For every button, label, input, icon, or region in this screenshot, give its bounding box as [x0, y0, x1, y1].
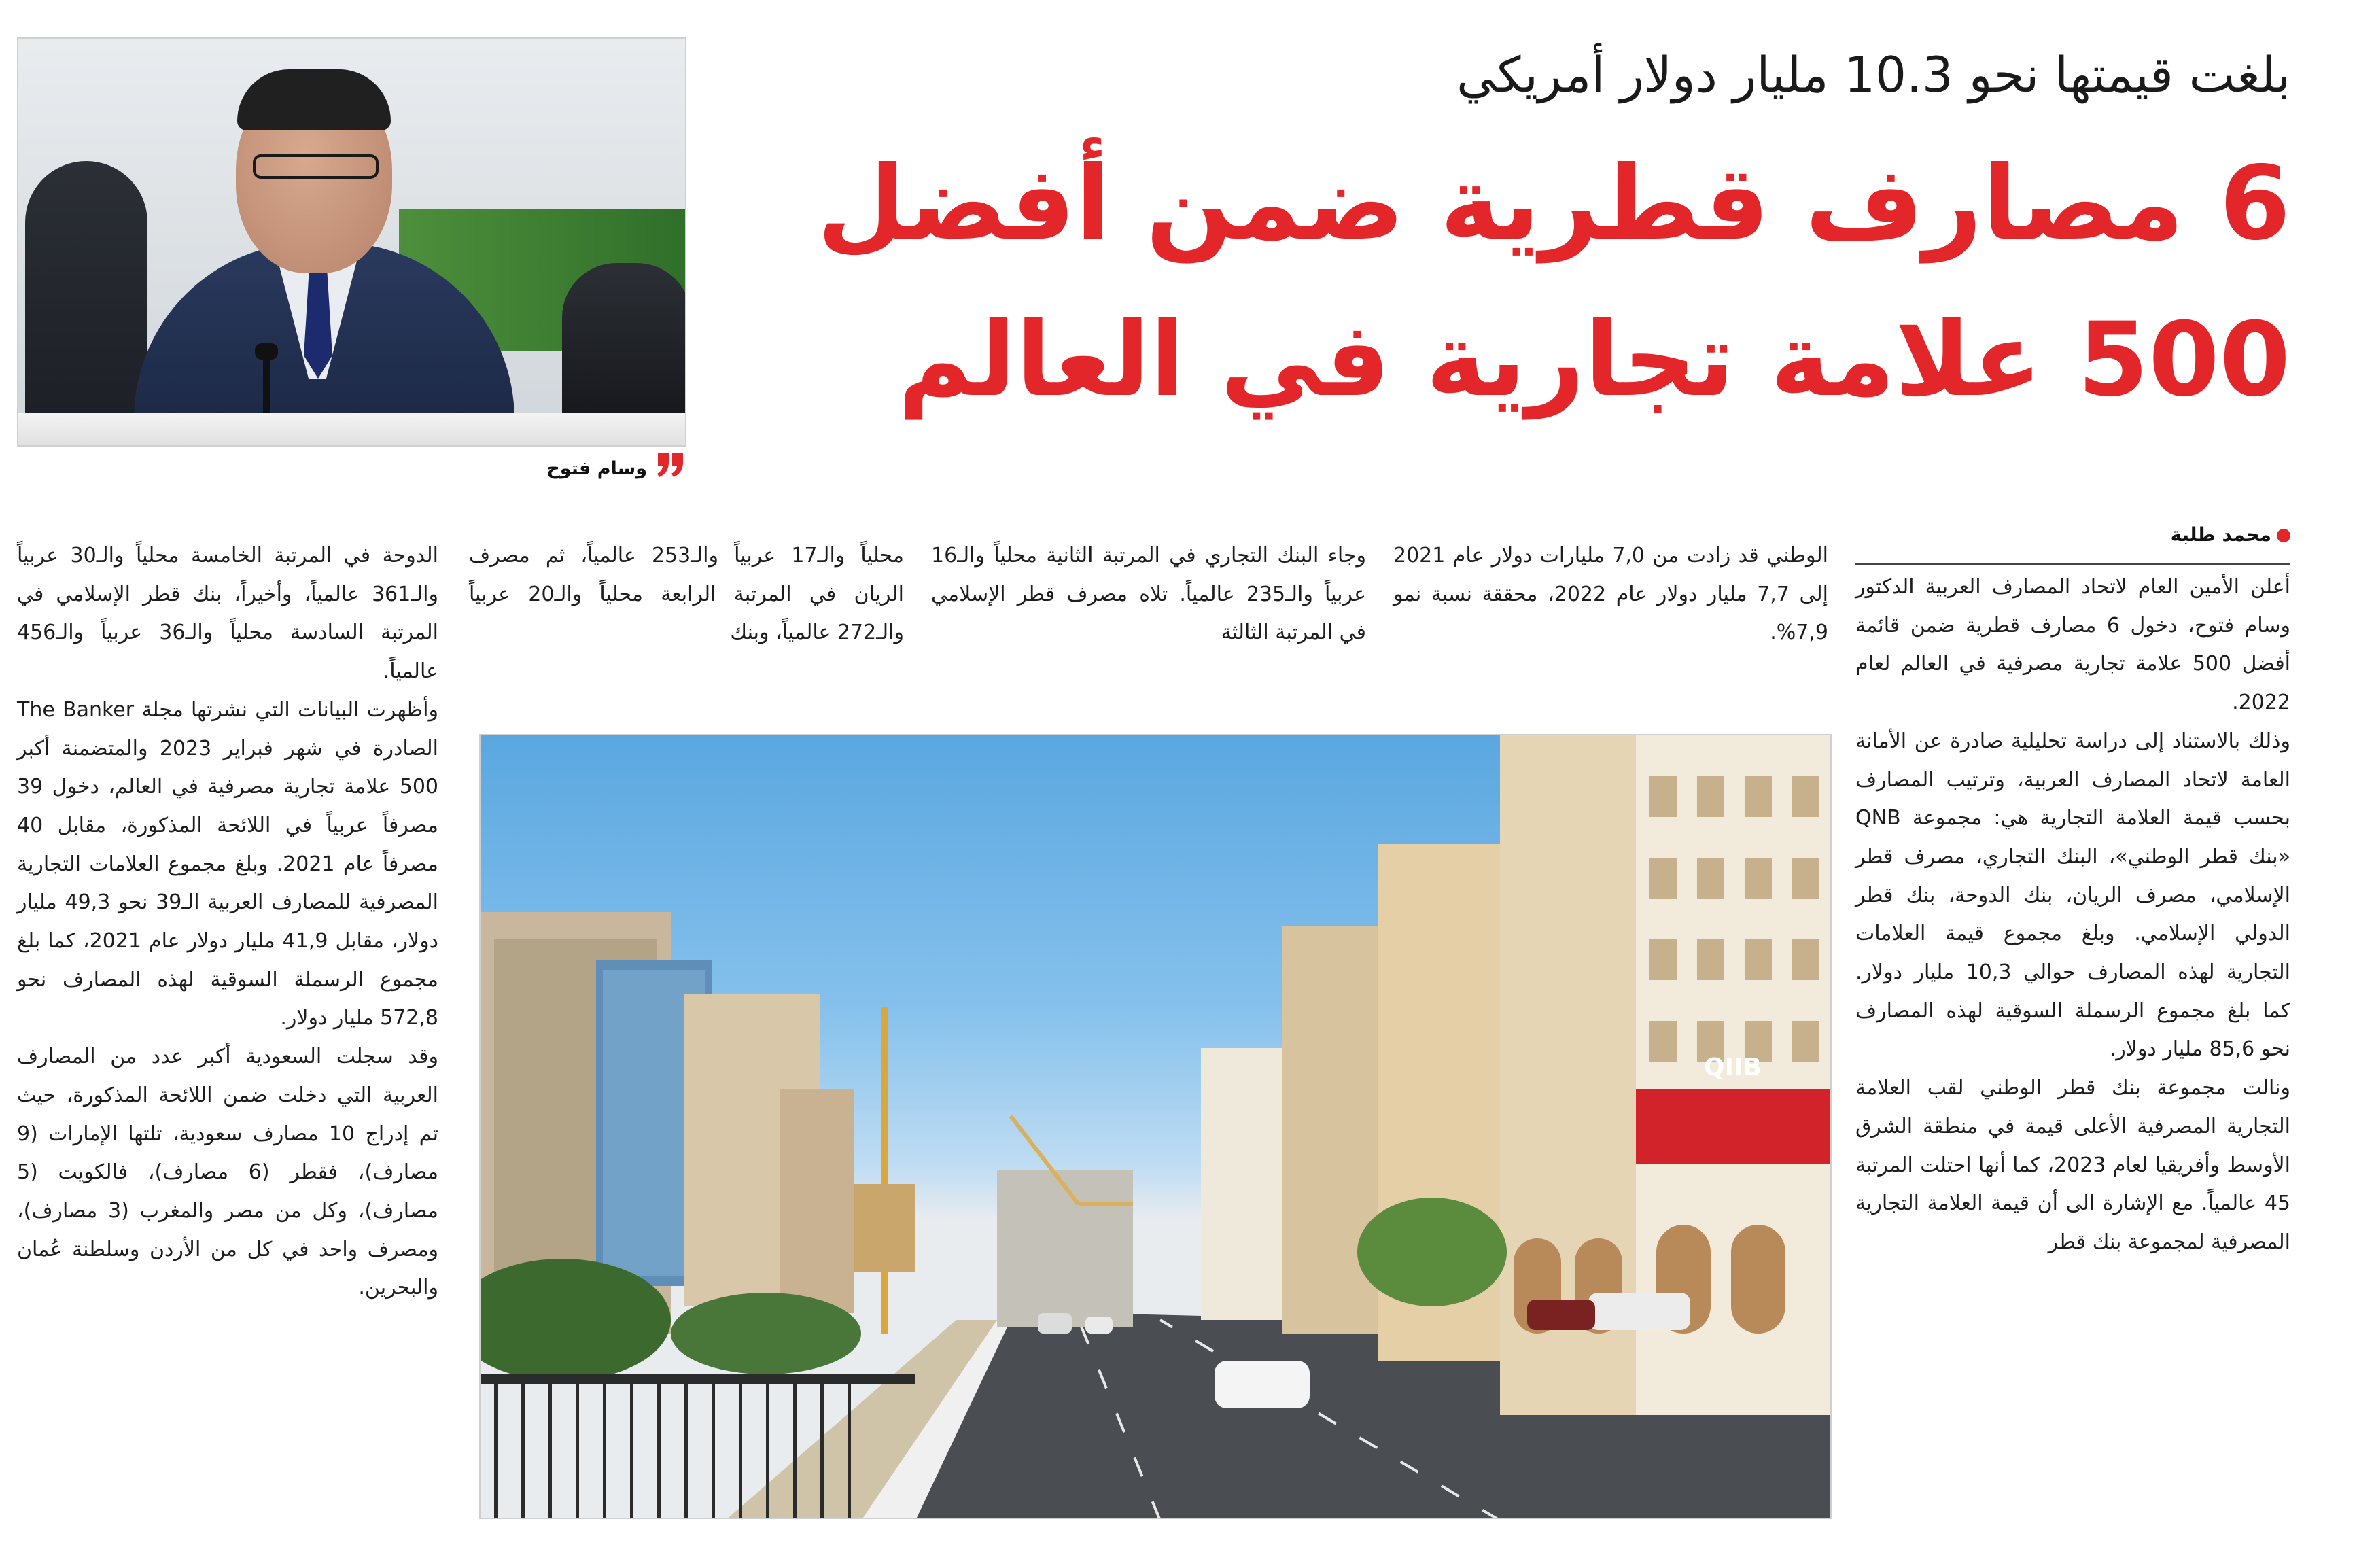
car	[1085, 1317, 1113, 1334]
billboard	[854, 1184, 915, 1272]
article-column-3	[931, 537, 1366, 673]
headline-line-2: 500 علامة تجارية في العالم	[897, 301, 2290, 419]
caption-text: وسام فتوح	[546, 458, 647, 479]
bullet-icon	[2277, 529, 2290, 542]
paragraph: وقد سجلت السعودية أكبر عدد من المصارف العربية التي دخلت ضمن اللائحة المذكورة، حيث تم إدراج 10 مصارف سعودية، تلتها الإمارات (9 مصارف)، فقطر (6 مصارف)، فالكويت (5 مصارف)، وكل من مصر والمغرب (3 مصارف)، ومصرف واحد في كل من الأردن وسلطنة عُمان والبحرين.	[17, 1045, 439, 1300]
kicker: بلغت قيمتها نحو 10.3 مليار دولار أمريكي	[1456, 46, 2290, 103]
bank-sign	[1636, 1089, 1832, 1164]
paragraph: الوطني قد زادت من 7,0 مليارات دولار عام 2021 إلى 7,7 مليار دولار عام 2022، محققة نسبة نمو 7,9%.	[1393, 544, 1828, 645]
bank-sign-text: QIIB	[1704, 1053, 1762, 1081]
quote-icon	[655, 450, 686, 481]
paragraph: وأظهرت البيانات التي نشرتها مجلة The Banker الصادرة في شهر فبراير 2023 والمتضمنة أكبر 500 علامة تجارية مصرفية في العالم، دخول 39 مصرفاً عربياً في اللائحة المذكورة، مقابل 40 مصرفاً عام 2021. وبلغ مجموع العلامات التجارية المصرفية للمصارف العربية الـ39 نحو 49,3 مليار دولار، مقابل 41,9 مليار دولار عام 2021، كما بلغ مجموع الرسملة السوقية لهذه المصارف نحو 572,8 مليار دولار.	[17, 697, 439, 1030]
street-scene	[481, 735, 1832, 1519]
paragraph: وجاء البنك التجاري في المرتبة الثانية محلياً والـ16 عربياً والـ235 عالمياً. تلاه مصرف قطر الإسلامي في المرتبة الثالثة	[931, 544, 1366, 645]
building	[997, 1170, 1133, 1327]
article-column-5	[17, 537, 438, 1536]
divider	[1855, 563, 2290, 565]
lamp-post	[881, 1007, 888, 1334]
tree	[1357, 1198, 1507, 1306]
paragraph: محلياً والـ17 عربياً والـ253 عالمياً، ثم مصرف الريان في المرتبة الرابعة محلياً والـ20 عربياً والـ272 عالمياً، وبنك	[469, 544, 904, 645]
author-name: محمد طلبة	[2170, 523, 2271, 546]
article-column-1	[1855, 568, 2290, 1540]
street-photo	[479, 734, 1832, 1519]
speaker-hair	[237, 69, 391, 130]
background-person	[25, 161, 147, 447]
car	[1527, 1300, 1595, 1330]
headline	[707, 126, 2290, 438]
paragraph: وذلك بالاستناد إلى دراسة تحليلية صادرة عن الأمانة العامة لاتحاد المصارف العربية، وترتيب المصارف بحسب قيمة العلامة التجارية هي: مجموعة QNB «بنك قطر الوطني»، البنك التجاري، مصرف قطر الإسلامي، مصرف الريان، بنك الدوحة، بنك قطر الدولي الإسلامي. وبلغ مجموع قيمة العلامات التجارية لهذه المصارف حوالي 10,3 مليار دولار. كما بلغ مجموع الرسملة السوقية لهذه المصارف نحو 85,6 مليار دولار.	[1855, 729, 2290, 1062]
paragraph: أعلن الأمين العام لاتحاد المصارف العربية الدكتور وسام فتوح، دخول 6 مصارف قطرية ضمن قائمة أفضل 500 علامة تجارية مصرفية في العالم لعام 2022.	[1855, 575, 2291, 715]
desk	[18, 413, 686, 447]
car	[1588, 1293, 1690, 1330]
headline-line-1: 6 مصارف قطرية ضمن أفضل	[817, 145, 2290, 263]
article-column-4	[469, 537, 904, 673]
paragraph: ونالت مجموعة بنك قطر الوطني لقب العلامة التجارية المصرفية الأعلى قيمة في منطقة الشرق الأوسط وأفريقيا لعام 2023، كما أنها احتلت المرتبة 45 عالمياً. مع الإشارة الى أن قيمة العلامة التجارية المصرفية لمجموعة بنك قطر	[1855, 1076, 2290, 1254]
microphone-head	[255, 343, 278, 360]
byline	[2005, 523, 2290, 551]
photo-caption	[489, 454, 686, 484]
speaker-photo	[17, 37, 686, 447]
car	[1038, 1313, 1072, 1334]
paragraph: الدوحة في المرتبة الخامسة محلياً والـ30 عربياً والـ361 عالمياً، وأخيراً، بنك قطر الإسلامي في المرتبة السادسة محلياً والـ36 عربياً والـ456 عالمياً.	[17, 544, 438, 684]
car	[1215, 1361, 1310, 1408]
article-column-2	[1393, 537, 1828, 673]
speaker-glasses	[253, 154, 379, 179]
